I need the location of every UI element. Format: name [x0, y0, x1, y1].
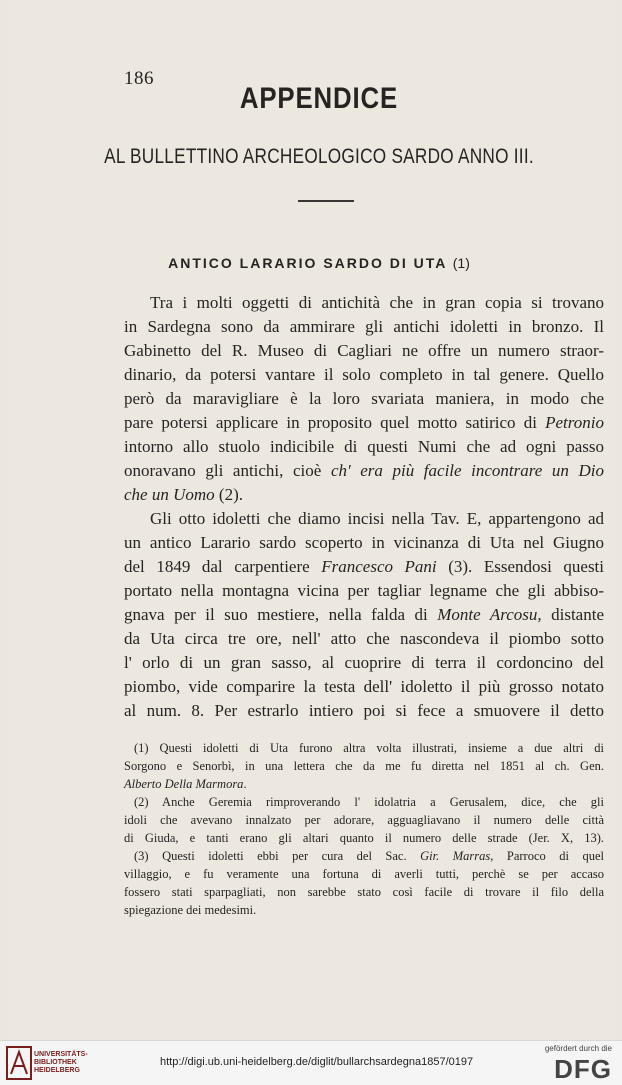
body-line: Gabinetto del R. Museo di Cagliari ne offre un numero straor-: [124, 341, 604, 360]
title-divider: [298, 200, 354, 202]
footnote-line: spiegazione dei medesimi.: [124, 903, 257, 917]
page-number: 186: [124, 68, 154, 89]
body-line: Gli otto idoletti che diamo incisi nella Tav. E, appartengono ad: [150, 509, 604, 528]
body-line: un antico Larario sardo scoperto in vicinanza di Uta nel Giugno: [124, 533, 604, 552]
footnote-line: (3) Questi idoletti ebbi per cura del Sac. Gir. Marras, Parroco di quel: [134, 849, 604, 863]
page-subtitle: AL BULLETTINO ARCHEOLOGICO SARDO ANNO III.: [104, 145, 534, 168]
scanned-page: [8, 0, 614, 1040]
footnote-line: Sorgono e Senorbì, in una lettera che da me fu diretta nel 1851 al ch. Gen.: [124, 759, 604, 773]
library-logo[interactable]: UNIVERSITÄTS- BIBLIOTHEK HEIDELBERG: [34, 1051, 88, 1074]
body-line: Tra i molti oggetti di antichità che in gran copia si trovano: [150, 293, 604, 312]
body-line: in Sardegna sono da ammirare gli antichi idoletti in bronzo. Il: [124, 317, 604, 336]
footnote-line: fossero stati sparpagliati, non sarebbe stato così facile di trovare il filo della: [124, 885, 604, 899]
body-line: gnava per il suo mestiere, nella falda di Monte Arcosu, distante: [124, 605, 604, 624]
body-line: onoravano gli antichi, cioè ch' era più facile incontrare un Dio: [124, 461, 605, 480]
footnote-line: Alberto Della Marmora.: [124, 777, 247, 791]
body-line: piombo, vide comparire la testa dell' idoletto il più grosso notato: [124, 677, 604, 696]
body-line: del 1849 dal carpentiere Francesco Pani (3). Essendosi questi: [124, 557, 605, 576]
section-footnote-marker: (1): [452, 255, 470, 271]
viewer-footer: [0, 1040, 622, 1085]
section-title-text: ANTICO LARARIO SARDO DI UTA: [168, 255, 447, 271]
body-line: intorno allo stuolo indicibile di questi Numi che ad ogni passo: [124, 437, 604, 456]
body-line: l' orlo di un gran sasso, al cuoprire di terra il cordoncino del: [124, 653, 604, 672]
body-line: al num. 8. Per estrarlo intiero poi si fece a smuovere il detto: [124, 701, 604, 720]
footnote-line: villaggio, e fu veramente una fortuna di averli tutti, perchè se per accaso: [124, 867, 604, 881]
body-line: pare potersi applicare in proposito quel motto satirico di Petronio: [124, 413, 604, 432]
university-seal-icon: [6, 1046, 32, 1080]
footnote-line: idoli che avevano innalzato per adorare, agguagliavano il numero delle città: [124, 813, 604, 827]
body-line: che un Uomo (2).: [124, 485, 243, 504]
body-line: dinario, da potersi vantare il solo completo in tal genere. Quello: [124, 365, 604, 384]
page-url-link[interactable]: http://digi.ub.uni-heidelberg.de/diglit/bullarchsardegna1857/0197: [160, 1056, 474, 1068]
body-line: però da maravigliare è la loro svariata maniera, in modo che: [124, 389, 604, 408]
footnote-line: (2) Anche Geremia rimproverando l' idolatria a Gerusalem, dice, che gli: [134, 795, 604, 809]
page-title: APPENDICE: [239, 82, 399, 115]
dfg-logo[interactable]: DFG: [554, 1054, 612, 1084]
funding-caption: gefördert durch die: [544, 1044, 612, 1053]
body-line: portato nella montagna vicina per tagliar legname che gli abbiso-: [124, 581, 604, 600]
footnote-line: di Giuda, e tanti erano gli altari quanto il numero delle strade (Jer. X, 13).: [124, 831, 604, 845]
section-title: [8, 255, 622, 271]
footnote-line: (1) Questi idoletti di Uta furono altra volta illustrati, insieme a due altri di: [134, 741, 604, 755]
body-line: da Uta circa tre ore, nell' atto che nascondeva il piombo sotto: [124, 629, 604, 648]
